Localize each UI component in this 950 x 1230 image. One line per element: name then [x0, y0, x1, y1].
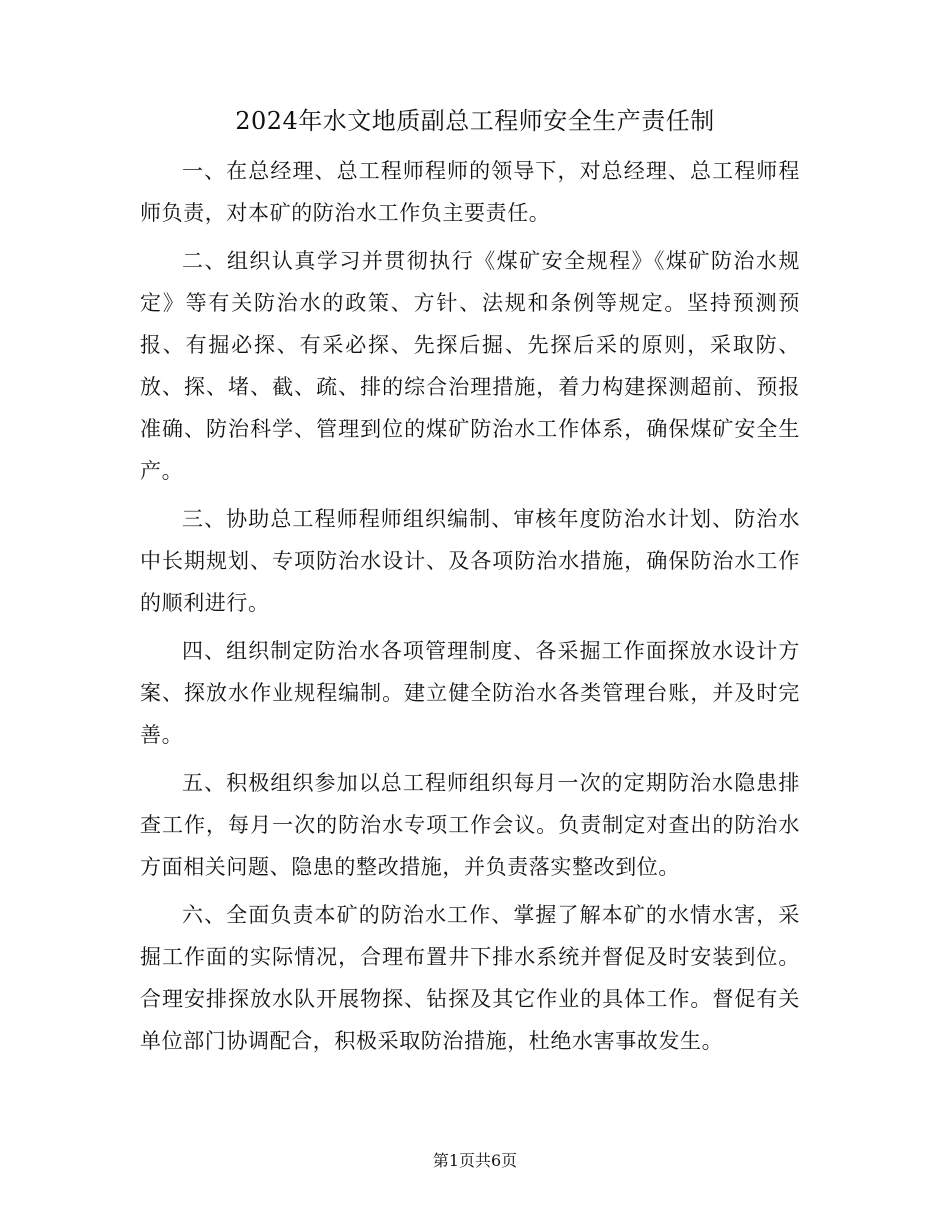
page-number-footer: 第1页共6页: [432, 1151, 518, 1170]
paragraph-2: 二、组织认真学习并贯彻执行《煤矿安全规程》《煤矿防治水规定》等有关防治水的政策、方针、法规和条例等规定。坚持预测预报、有掘必探、有采必探、先探后掘、先探后采的原则，采取防、放、探、堵、截、疏、排的综合治理措施，着力构建探测超前、预报准确、防治科学、管理到位的煤矿防治水工作体系，确保煤矿安全生产。: [140, 249, 800, 483]
paragraph-1: 一、在总经理、总工程师程师的领导下，对总经理、总工程师程师负责，对本矿的防治水工作负主要责任。: [140, 159, 800, 225]
document-title: 2024年水文地质副总工程师安全生产责任制: [235, 107, 715, 135]
paragraph-5: 五、积极组织参加以总工程师组织每月一次的定期防治水隐患排查工作，每月一次的防治水专项工作会议。负责制定对查出的防治水方面相关问题、隐患的整改措施，并负责落实整改到位。: [140, 771, 800, 879]
paragraph-3: 三、协助总工程师程师组织编制、审核年度防治水计划、防治水中长期规划、专项防治水设计、及各项防治水措施，确保防治水工作的顺利进行。: [140, 507, 800, 615]
paragraph-4: 四、组织制定防治水各项管理制度、各采掘工作面探放水设计方案、探放水作业规程编制。建立健全防治水各类管理台账，并及时完善。: [140, 639, 800, 747]
document-body: [140, 150, 800, 1068]
paragraph-6: 六、全面负责本矿的防治水工作、掌握了解本矿的水情水害，采掘工作面的实际情况，合理布置井下排水系统并督促及时安装到位。合理安排探放水队开展物探、钻探及其它作业的具体工作。督促有关单位部门协调配合，积极采取防治措施，杜绝水害事故发生。: [140, 903, 800, 1053]
